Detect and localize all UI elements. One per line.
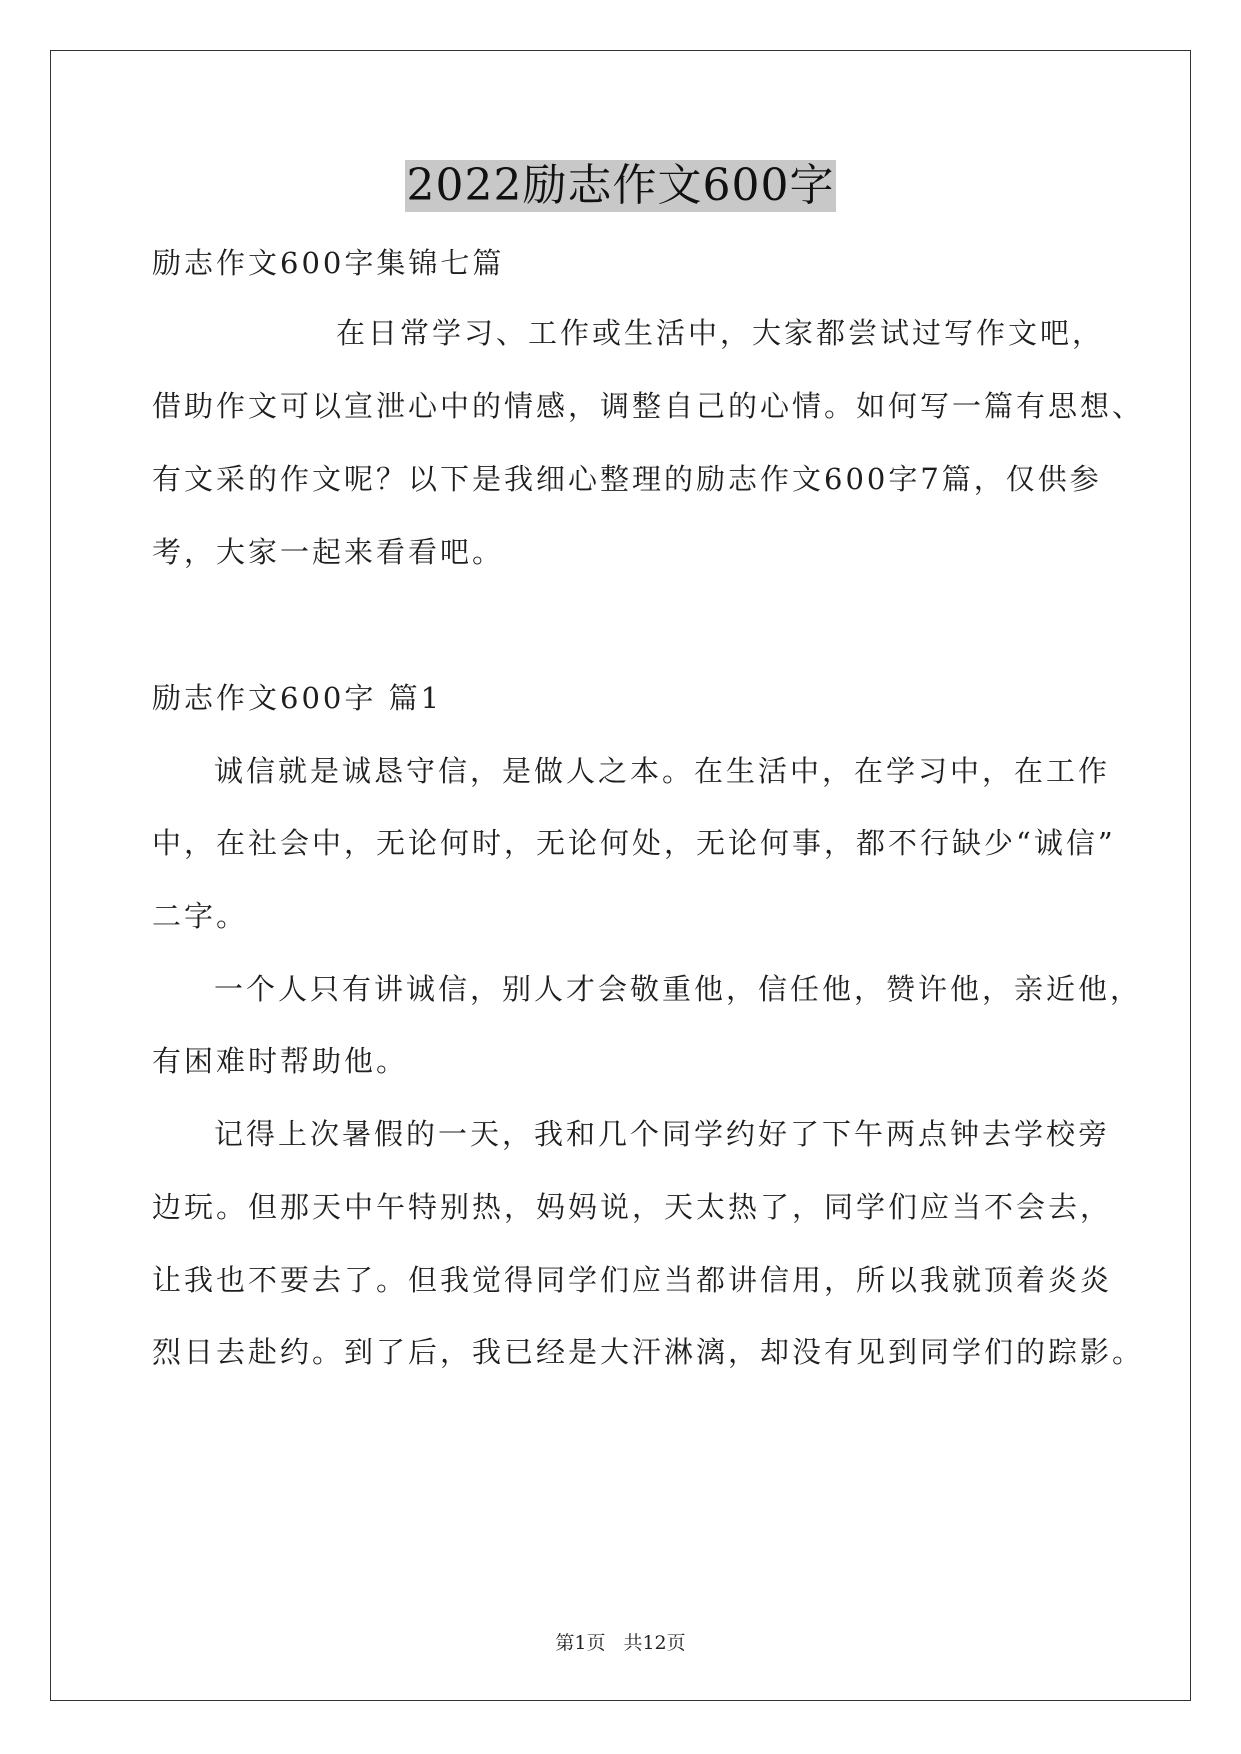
intro-line-3: 有文采的作文呢？以下是我细心整理的励志作文600字7篇，仅供参: [152, 462, 1102, 496]
body-line-2: 中，在社会中，无论何时，无论何处，无论何事，都不行缺少“诚信”: [152, 826, 1116, 860]
body-line-5: 有困难时帮助他。: [152, 1044, 409, 1078]
intro-line-4: 考，大家一起来看看吧。: [152, 535, 505, 569]
body-line-8: 让我也不要去了。但我觉得同学们应当都讲信用，所以我就顶着炎炎: [152, 1263, 1113, 1297]
body-line-1: 诚信就是诚恳守信，是做人之本。在生活中，在学习中，在工作: [214, 754, 1111, 788]
body-line-3: 二字。: [152, 899, 249, 933]
intro-line-1: 在日常学习、工作或生活中，大家都尝试过写作文吧，: [336, 316, 1105, 350]
page-number-label: 第1页: [555, 1632, 606, 1654]
intro-line-2: 借助作文可以宣泄心中的情感，调整自己的心情。如何写一篇有思想、: [152, 389, 1145, 423]
document-title-text: 2022励志作文600字: [406, 160, 835, 211]
section-heading: 励志作文600字 篇1: [152, 681, 443, 715]
page-border: [50, 50, 1191, 1701]
body-line-7: 边玩。但那天中午特别热，妈妈说，天太热了，同学们应当不会去，: [152, 1190, 1113, 1224]
page-total-label: 共12页: [623, 1632, 686, 1654]
document-subtitle: 励志作文600字集锦七篇: [152, 246, 505, 280]
body-line-6: 记得上次暑假的一天，我和几个同学约好了下午两点钟去学校旁: [214, 1117, 1111, 1151]
body-line-4: 一个人只有讲诚信，别人才会敬重他，信任他，赞许他，亲近他，: [214, 972, 1143, 1006]
page-footer: [0, 1628, 1241, 1655]
body-line-9: 烈日去赴约。到了后，我已经是大汗淋漓，却没有见到同学们的踪影。: [152, 1335, 1145, 1369]
document-title: [0, 160, 1241, 212]
